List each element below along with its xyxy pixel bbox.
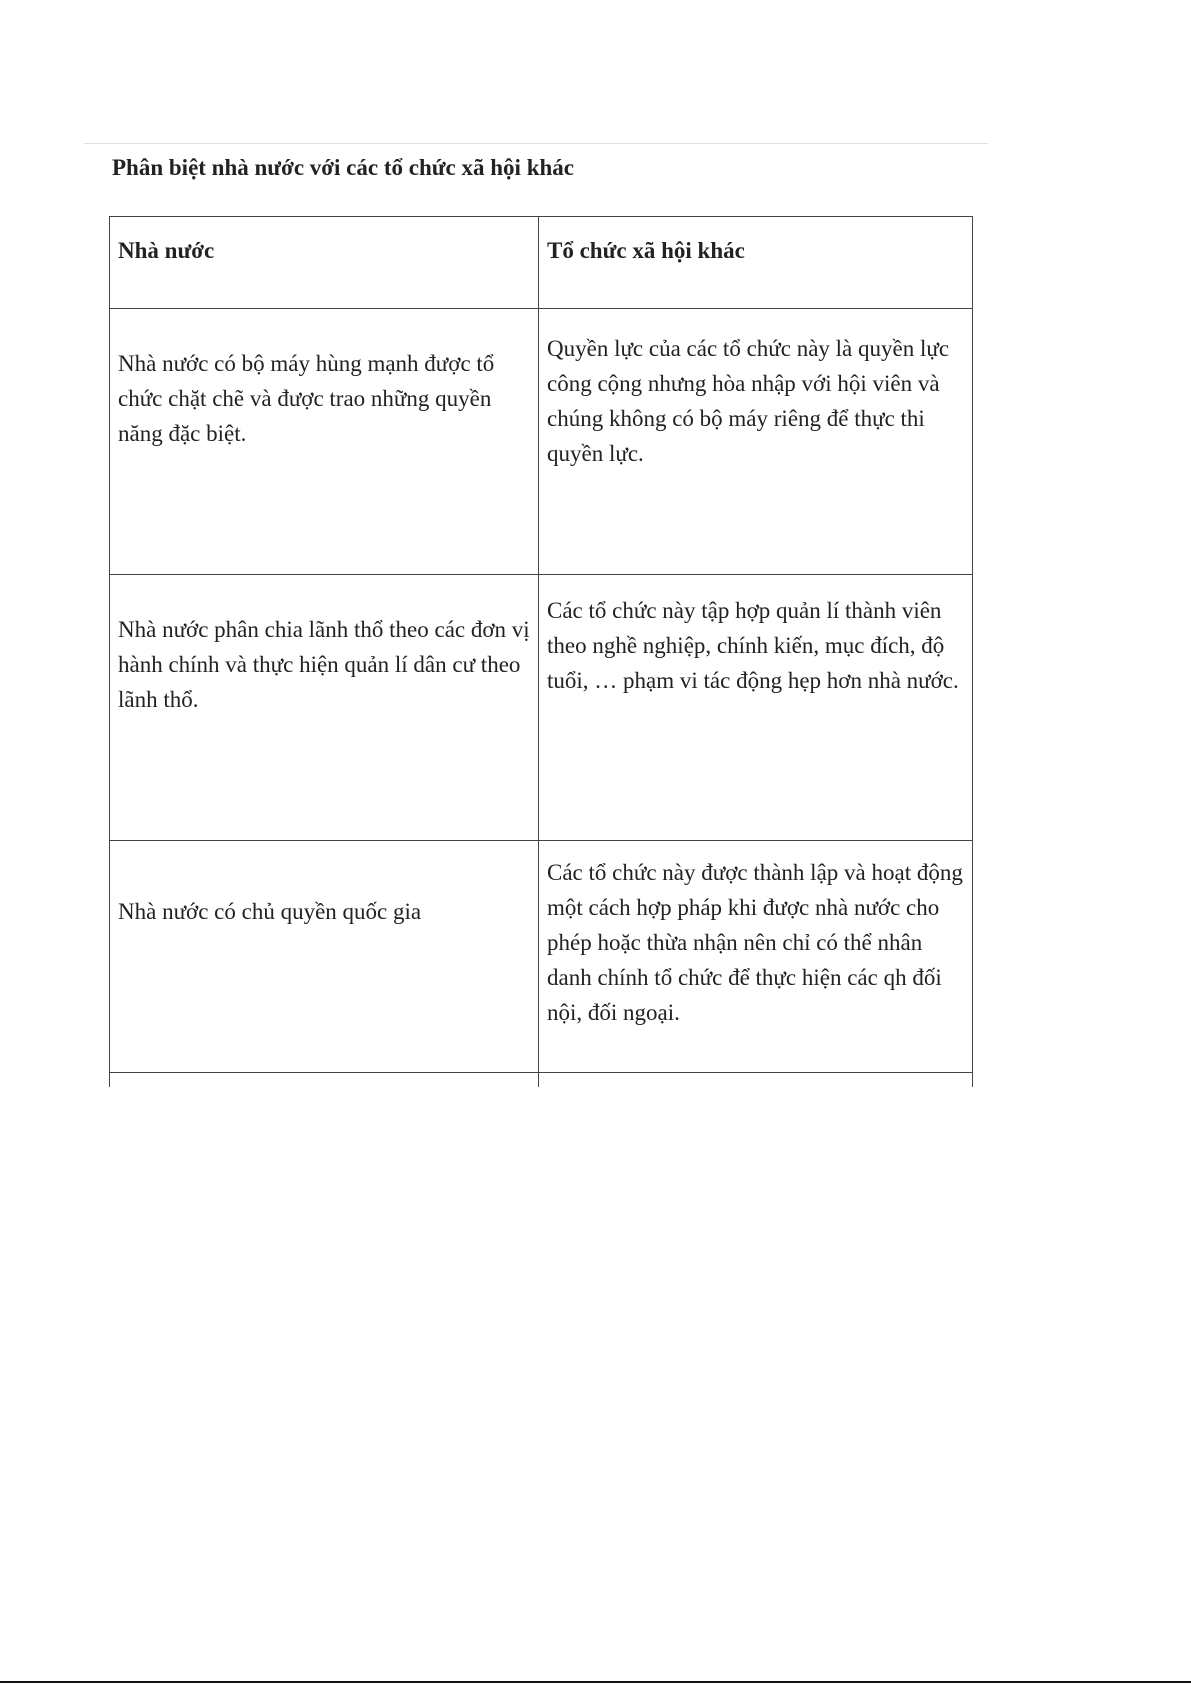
top-divider [84, 143, 988, 144]
table-row-continued [110, 1073, 973, 1088]
table-cell-empty [539, 1073, 973, 1088]
page-bottom-border [0, 1681, 1191, 1683]
table-cell-state: Nhà nước có bộ máy hùng mạnh được tổ chức chặt chẽ và được trao những quyền năng đặc biệt. [110, 309, 539, 575]
table-row [110, 841, 973, 1073]
header-cell-other-organizations: Tổ chức xã hội khác [539, 217, 973, 309]
table-cell-state: Nhà nước có chủ quyền quốc gia [110, 841, 539, 1073]
table-row [110, 575, 973, 841]
table-cell-other: Các tổ chức này được thành lập và hoạt động một cách hợp pháp khi được nhà nước cho phép hoặc thừa nhận nên chỉ có thể nhân danh chính tổ chức để thực hiện các qh đối nội, đối ngoại. [539, 841, 973, 1073]
table-cell-other: Quyền lực của các tổ chức này là quyền lực công cộng nhưng hòa nhập với hội viên và chúng không có bộ máy riêng để thực thi quyền lực. [539, 309, 973, 575]
comparison-table [109, 216, 973, 1087]
table-cell-other: Các tổ chức này tập hợp quản lí thành viên theo nghề nghiệp, chính kiến, mục đích, độ tuổi, … phạm vi tác động hẹp hơn nhà nước. [539, 575, 973, 841]
table-cell-empty [110, 1073, 539, 1088]
header-cell-state: Nhà nước [110, 217, 539, 309]
table-row [110, 309, 973, 575]
document-title: Phân biệt nhà nước với các tổ chức xã hội khác [112, 155, 574, 180]
table-cell-state: Nhà nước phân chia lãnh thổ theo các đơn vị hành chính và thực hiện quản lí dân cư theo lãnh thổ. [110, 575, 539, 841]
table-header-row [110, 217, 973, 309]
